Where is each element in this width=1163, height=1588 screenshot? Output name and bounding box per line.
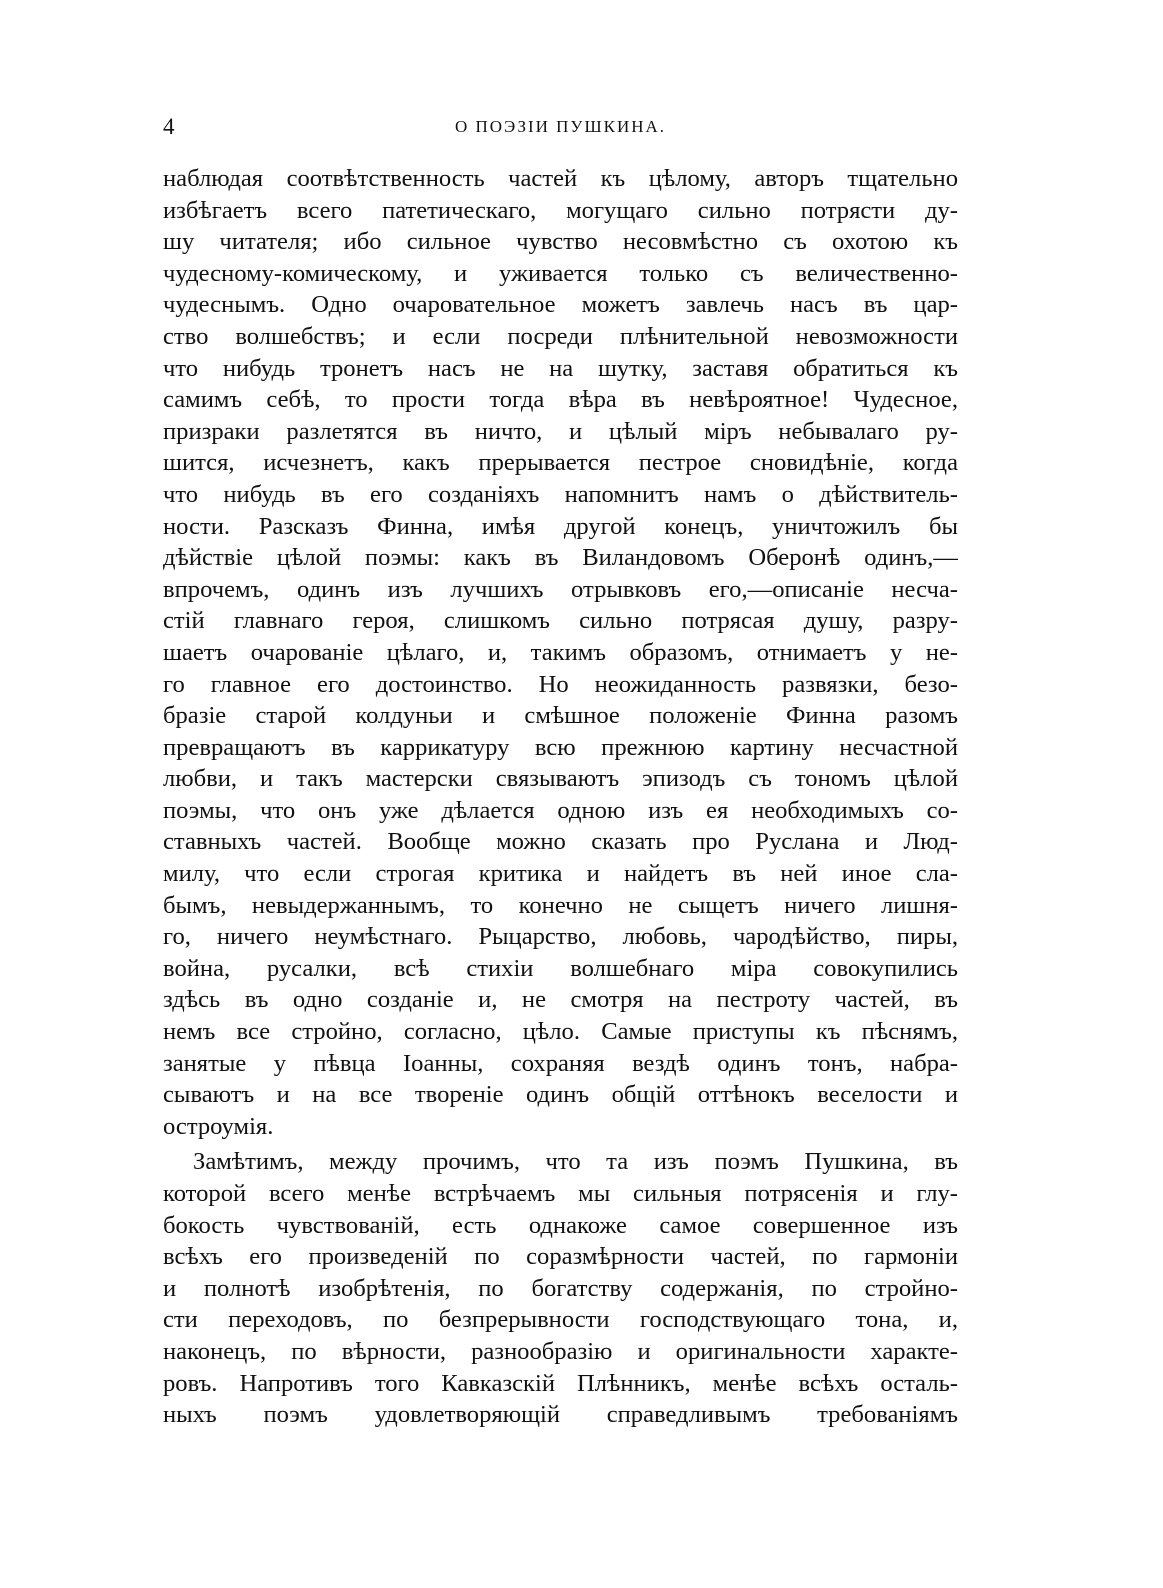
- text-line: сти переходовъ, по безпрерывности господствующаго тона, и,: [163, 1306, 958, 1334]
- paragraph-2: [163, 1146, 958, 1430]
- text-line: и полнотѣ изобрѣтенія, по богатству содержанія, по стройно-: [163, 1274, 958, 1302]
- text-line: ставныхъ частей. Вообще можно сказать про Руслана и Люд-: [163, 828, 958, 856]
- text-line: всѣхъ его произведеній по соразмѣрности частей, по гармоніи: [163, 1243, 958, 1271]
- text-line: наблюдая соотвѣтственность частей къ цѣлому, авторъ тщательно: [163, 165, 958, 192]
- text-line: избѣгаетъ всего патетическаго, могущаго сильно потрясти ду-: [163, 196, 958, 224]
- text-line: го, ничего неумѣстнаго. Рыцарство, любовь, чародѣйство, пиры,: [163, 923, 958, 951]
- text-line: призраки разлетятся въ ничто, и цѣлый міръ небывалаго ру-: [163, 417, 958, 445]
- text-line: что нибудь тронетъ насъ не на шутку, заставя обратиться къ: [163, 354, 958, 382]
- text-line: бразіе старой колдуньи и смѣшное положеніе Финна разомъ: [163, 702, 958, 730]
- text-line: здѣсь въ одно созданіе и, не смотря на пестроту частей, въ: [163, 986, 958, 1014]
- text-line: война, русалки, всѣ стихіи волшебнаго міра совокупились: [163, 954, 958, 982]
- text-line: дѣйствіе цѣлой поэмы: какъ въ Виландовомъ Оберонѣ одинъ,—: [163, 544, 958, 572]
- text-line: занятые у пѣвца Іоанны, сохраняя вездѣ одинъ тонъ, набра-: [163, 1049, 958, 1077]
- text-line: любви, и такъ мастерски связываютъ эпизодъ съ тономъ цѣлой: [163, 765, 958, 793]
- text-line: бымъ, невыдержаннымъ, то конечно не сыщетъ ничего лишня-: [163, 891, 958, 919]
- text-line: шится, исчезнетъ, какъ прерывается пестрое сновидѣніе, когда: [163, 449, 958, 477]
- text-line: впрочемъ, одинъ изъ лучшихъ отрывковъ его,—описаніе несча-: [163, 575, 958, 603]
- text-line: поэмы, что онъ уже дѣлается одною изъ ея необходимыхъ со-: [163, 796, 958, 824]
- text-line: что нибудь въ его созданіяхъ напомнитъ намъ о дѣйствитель-: [163, 480, 958, 508]
- text-line: го главное его достоинство. Но неожиданность развязки, безо-: [163, 670, 958, 698]
- text-line: Замѣтимъ, между прочимъ, что та изъ поэмъ Пушкина, въ: [193, 1148, 958, 1176]
- running-title: О ПОЭЗІИ ПУШКИНА.: [454, 117, 667, 136]
- paragraph-1: [163, 163, 958, 1142]
- text-line: остроумія.: [163, 1112, 274, 1140]
- text-line: которой всего менѣе встрѣчаемъ мы сильныя потрясенія и глу-: [163, 1180, 958, 1207]
- page-header: [163, 112, 958, 142]
- text-line: немъ все стройно, согласно, цѣло. Самые приступы къ пѣснямъ,: [163, 1018, 958, 1046]
- page-number: 4: [163, 114, 175, 139]
- text-line: шу читателя; ибо сильное чувство несовмѣстно съ охотою къ: [163, 228, 958, 256]
- text-line: наконецъ, по вѣрности, разнообразію и оригинальности характе-: [163, 1337, 958, 1365]
- text-line: бокость чувствованій, есть однакоже самое совершенное изъ: [163, 1211, 958, 1239]
- text-line: сываютъ и на все твореніе одинъ общій оттѣнокъ веселости и: [163, 1081, 958, 1109]
- text-line: шаетъ очарованіе цѣлаго, и, такимъ образомъ, отнимаетъ у не-: [163, 638, 958, 666]
- text-line: чудесному-комическому, и уживается только съ величественно-: [163, 259, 958, 287]
- text-line: стій главнаго героя, слишкомъ сильно потрясая душу, разру-: [163, 607, 958, 635]
- text-line: самимъ себѣ, то прости тогда вѣра въ невѣроятное! Чудесное,: [163, 386, 958, 414]
- text-line: ныхъ поэмъ удовлетворяющій справедливымъ требованіямъ: [163, 1401, 958, 1429]
- text-line: ровъ. Напротивъ того Кавказскій Плѣнникъ, менѣе всѣхъ осталь-: [163, 1369, 958, 1397]
- text-line: превращаютъ въ каррикатуру всю прежнюю картину несчастной: [163, 733, 958, 761]
- text-line: ство волшебствъ; и если посреди плѣнительной невозможности: [163, 322, 958, 350]
- text-line: чудеснымъ. Одно очаровательное можетъ завлечь насъ въ цар-: [163, 291, 958, 319]
- text-line: ности. Разсказъ Финна, имѣя другой конецъ, уничтожилъ бы: [163, 512, 958, 540]
- text-line: милу, что если строгая критика и найдетъ въ ней иное сла-: [163, 860, 958, 888]
- body-text: [163, 163, 958, 1431]
